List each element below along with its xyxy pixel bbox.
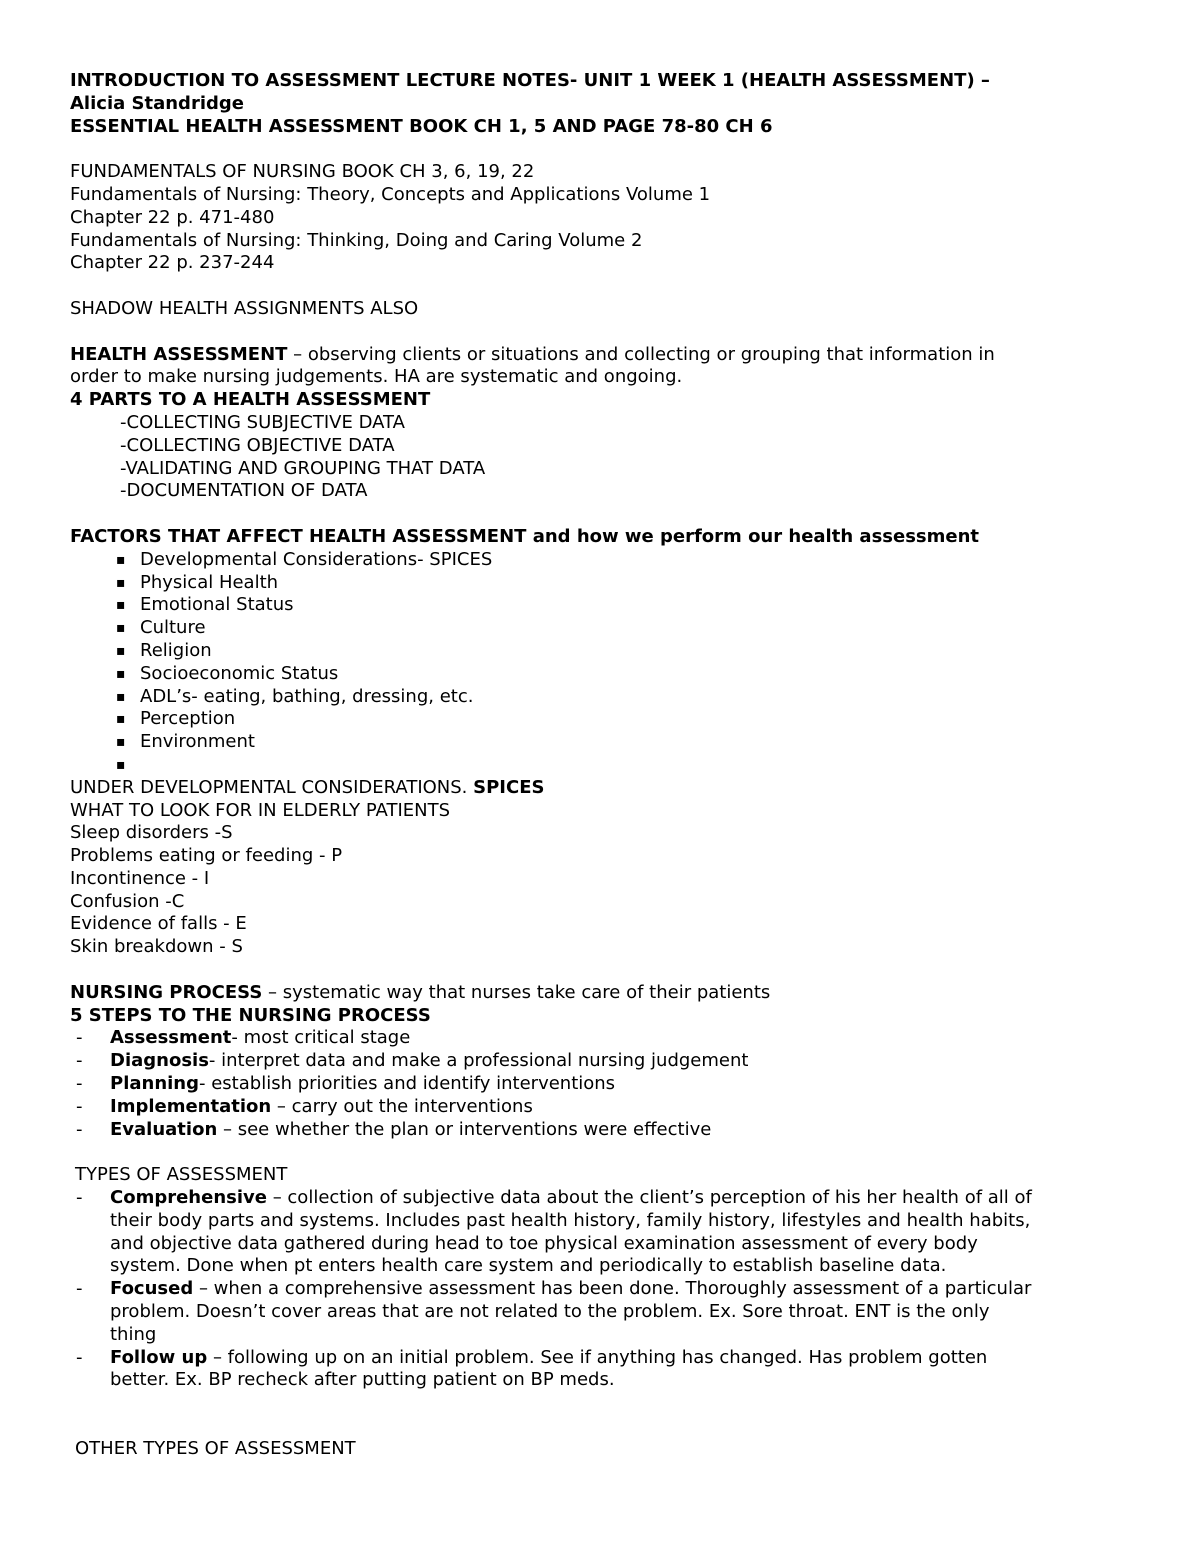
factor-item: ▪ Environment: [116, 731, 255, 753]
health-assessment-definition-cont: order to make nursing judgements. HA are systematic and ongoing.: [70, 366, 683, 388]
bullet-icon: ▪: [116, 756, 126, 773]
reference-line: Chapter 22 p. 237-244: [70, 252, 275, 274]
part-item: -COLLECTING OBJECTIVE DATA: [120, 434, 395, 456]
factor-item: ▪ ADL’s- eating, bathing, dressing, etc.: [116, 685, 474, 707]
bullet-icon: ▪: [116, 642, 126, 659]
part-item: -COLLECTING SUBJECTIVE DATA: [120, 411, 405, 433]
book-reference: ESSENTIAL HEALTH ASSESSMENT BOOK CH 1, 5 AND PAGE 78-80 CH 6: [70, 115, 773, 137]
spices-item: Sleep disorders -S: [70, 822, 233, 844]
nursing-process-definition: NURSING PROCESS – systematic way that nurses take care of their patients: [70, 981, 771, 1003]
part-item: -DOCUMENTATION OF DATA: [120, 480, 368, 502]
factors-heading: FACTORS THAT AFFECT HEALTH ASSESSMENT and how we perform our health assessment: [70, 525, 980, 547]
spices-intro: UNDER DEVELOPMENTAL CONSIDERATIONS. SPICES: [70, 776, 545, 798]
reference-line: Fundamentals of Nursing: Theory, Concepts and Applications Volume 1: [70, 183, 711, 205]
factor-item: ▪ Physical Health: [116, 571, 279, 593]
spices-item: Skin breakdown - S: [70, 936, 243, 958]
health-assessment-term: HEALTH ASSESSMENT: [70, 343, 288, 365]
doc-author: Alicia Standridge: [70, 92, 244, 114]
factor-item: ▪ Socioeconomic Status: [116, 662, 339, 684]
part-item: -VALIDATING AND GROUPING THAT DATA: [120, 457, 486, 479]
shadow-health-note: SHADOW HEALTH ASSIGNMENTS ALSO: [70, 297, 419, 319]
document-content: [70, 70, 1135, 1461]
spices-item: Confusion -C: [70, 890, 185, 912]
types-heading: TYPES OF ASSESSMENT: [75, 1164, 288, 1186]
parts-heading: 4 PARTS TO A HEALTH ASSESSMENT: [70, 389, 431, 411]
bullet-icon: ▪: [116, 665, 126, 682]
bullet-icon: ▪: [116, 551, 126, 568]
assessment-type-item: - Focused – when a comprehensive assessment has been done. Thoroughly assessment of a particular problem. Doesn’t cover areas that are not related to the problem. Ex. Sore throat. ENT is the only thing: [76, 1278, 1032, 1345]
step-item: - Diagnosis- interpret data and make a professional nursing judgement: [76, 1050, 749, 1072]
factor-item: ▪ Perception: [116, 708, 236, 730]
factor-item: ▪ Culture: [116, 617, 206, 639]
reference-line: Fundamentals of Nursing: Thinking, Doing and Caring Volume 2: [70, 229, 643, 251]
assessment-type-item: - Follow up – following up on an initial problem. See if anything has changed. Has problem gotten better. Ex. BP recheck after putting patient on BP meds.: [76, 1346, 988, 1391]
factor-item: ▪ Emotional Status: [116, 594, 294, 616]
spices-subheading: WHAT TO LOOK FOR IN ELDERLY PATIENTS: [70, 799, 451, 821]
steps-heading: 5 STEPS TO THE NURSING PROCESS: [70, 1004, 431, 1026]
reference-line: FUNDAMENTALS OF NURSING BOOK CH 3, 6, 19, 22: [70, 161, 535, 183]
bullet-icon: ▪: [116, 734, 126, 751]
step-item: - Assessment- most critical stage: [76, 1027, 411, 1049]
factor-item-empty: [70, 754, 1135, 777]
doc-title: INTRODUCTION TO ASSESSMENT LECTURE NOTES- UNIT 1 WEEK 1 (HEALTH ASSESSMENT) –: [70, 70, 990, 91]
step-item: - Planning- establish priorities and identify interventions: [76, 1073, 616, 1095]
bullet-icon: ▪: [116, 597, 126, 614]
bullet-icon: ▪: [116, 711, 126, 728]
bullet-icon: ▪: [116, 620, 126, 637]
health-assessment-definition: HEALTH ASSESSMENT – observing clients or situations and collecting or grouping that information in: [70, 343, 995, 365]
reference-line: Chapter 22 p. 471-480: [70, 206, 275, 228]
assessment-type-item: - Comprehensive – collection of subjective data about the client’s perception of his her health of all of their body parts and systems. Includes past health history, family history, lifestyles and health habits, and objective data gathered during head to toe physical examination assessment of every body system. Done when pt enters health care system and periodically to establish baseline data.: [76, 1187, 1032, 1277]
factor-item: ▪ Religion: [116, 639, 212, 661]
bullet-icon: ▪: [116, 688, 126, 705]
spices-item: Evidence of falls - E: [70, 913, 247, 935]
factor-item: ▪ Developmental Considerations- SPICES: [116, 548, 493, 570]
spices-item: Incontinence - I: [70, 867, 210, 889]
spices-item: Problems eating or feeding - P: [70, 845, 343, 867]
bullet-icon: ▪: [116, 574, 126, 591]
step-item: - Implementation – carry out the interventions: [76, 1095, 533, 1117]
other-types-heading: OTHER TYPES OF ASSESSMENT: [75, 1437, 356, 1459]
step-item: - Evaluation – see whether the plan or interventions were effective: [76, 1118, 712, 1140]
